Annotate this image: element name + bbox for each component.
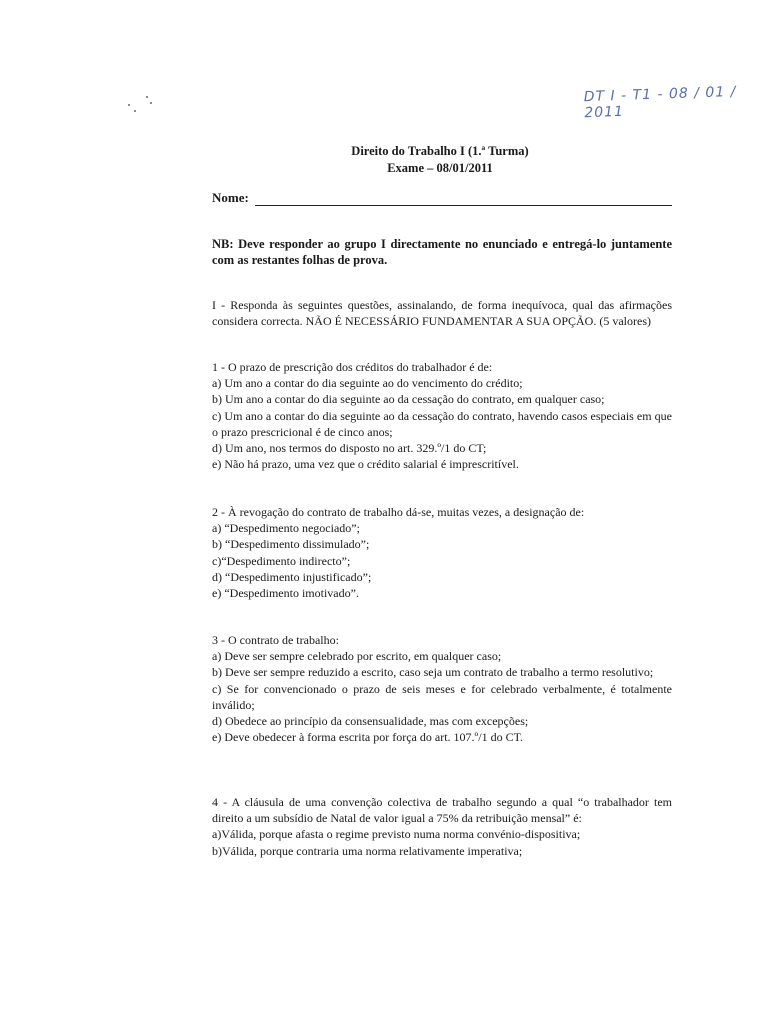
name-row <box>212 190 672 206</box>
name-field-line[interactable] <box>255 193 672 206</box>
option-a: a)Válida, porque afasta o regime previsto numa norma convénio-dispositiva; <box>212 827 581 842</box>
scan-specks <box>126 94 156 116</box>
question-3 <box>212 632 672 745</box>
option-b: b)Válida, porque contraria uma norma relativamente imperativa; <box>212 843 523 858</box>
question-stem: 4 - A cláusula de uma convenção colectiva de trabalho segundo a qual “o trabalhador tem direito a um subsídio de Natal de valor igual a 75% da retribuição mensal” é: <box>212 795 672 826</box>
option-d: d) “Despedimento injustificado”; <box>212 569 372 584</box>
option-e: e) “Despedimento imotivado”. <box>212 586 359 601</box>
course-title: Direito do Trabalho I (1.ª Turma) <box>351 144 529 158</box>
question-stem: 1 - O prazo de prescrição dos créditos do trabalhador é de: <box>212 360 493 374</box>
question-2 <box>212 504 672 601</box>
option-a: a) Deve ser sempre celebrado por escrito, em qualquer caso; <box>212 649 502 664</box>
option-a: a) “Despedimento negociado”; <box>212 521 360 536</box>
nb-note: NB: Deve responder ao grupo I directamente no enunciado e entregá-lo juntamente com as restantes folhas de prova. <box>212 237 672 267</box>
option-d: d) Obedece ao princípio da consensualidade, mas com excepções; <box>212 714 529 729</box>
question-stem: 2 - À revogação do contrato de trabalho dá-se, muitas vezes, a designação de: <box>212 505 585 519</box>
option-a: a) Um ano a contar do dia seguinte ao do vencimento do crédito; <box>212 376 523 391</box>
group-intro: I - Responda às seguintes questões, assinalando, de forma inequívoca, qual das afirmações considera correcta. NÃO É NECESSÁRIO FUNDAMENTAR A SUA OPÇÃO. (5 valores) <box>212 298 672 328</box>
option-e: e) Deve obedecer à forma escrita por força do art. 107.º/1 do CT. <box>212 730 524 745</box>
option-b: b) Um ano a contar do dia seguinte ao da cessação do contrato, em qualquer caso; <box>212 392 605 407</box>
option-c: c)“Despedimento indirecto”; <box>212 553 351 568</box>
option-b: b) Deve ser sempre reduzido a escrito, caso seja um contrato de trabalho a termo resolutivo; <box>212 665 654 680</box>
exam-header <box>300 143 580 177</box>
option-d: d) Um ano, nos termos do disposto no art. 329.º/1 do CT; <box>212 441 487 456</box>
option-b: b) “Despedimento dissimulado”; <box>212 537 370 552</box>
option-c: c) Um ano a contar do dia seguinte ao da cessação do contrato, havendo casos especiais em que o prazo prescricional é de cinco anos; <box>212 408 672 439</box>
handwritten-note: DT I - T1 - 08 / 01 / 2011 <box>583 83 737 122</box>
question-4 <box>212 794 672 859</box>
question-1 <box>212 359 672 472</box>
exam-date: Exame – 08/01/2011 <box>387 161 493 175</box>
name-label: Nome: <box>212 190 249 205</box>
question-stem: 3 - O contrato de trabalho: <box>212 633 339 647</box>
option-c: c) Se for convencionado o prazo de seis meses e for celebrado verbalmente, é totalmente inválido; <box>212 681 672 712</box>
option-e: e) Não há prazo, uma vez que o crédito salarial é imprescritível. <box>212 457 519 472</box>
